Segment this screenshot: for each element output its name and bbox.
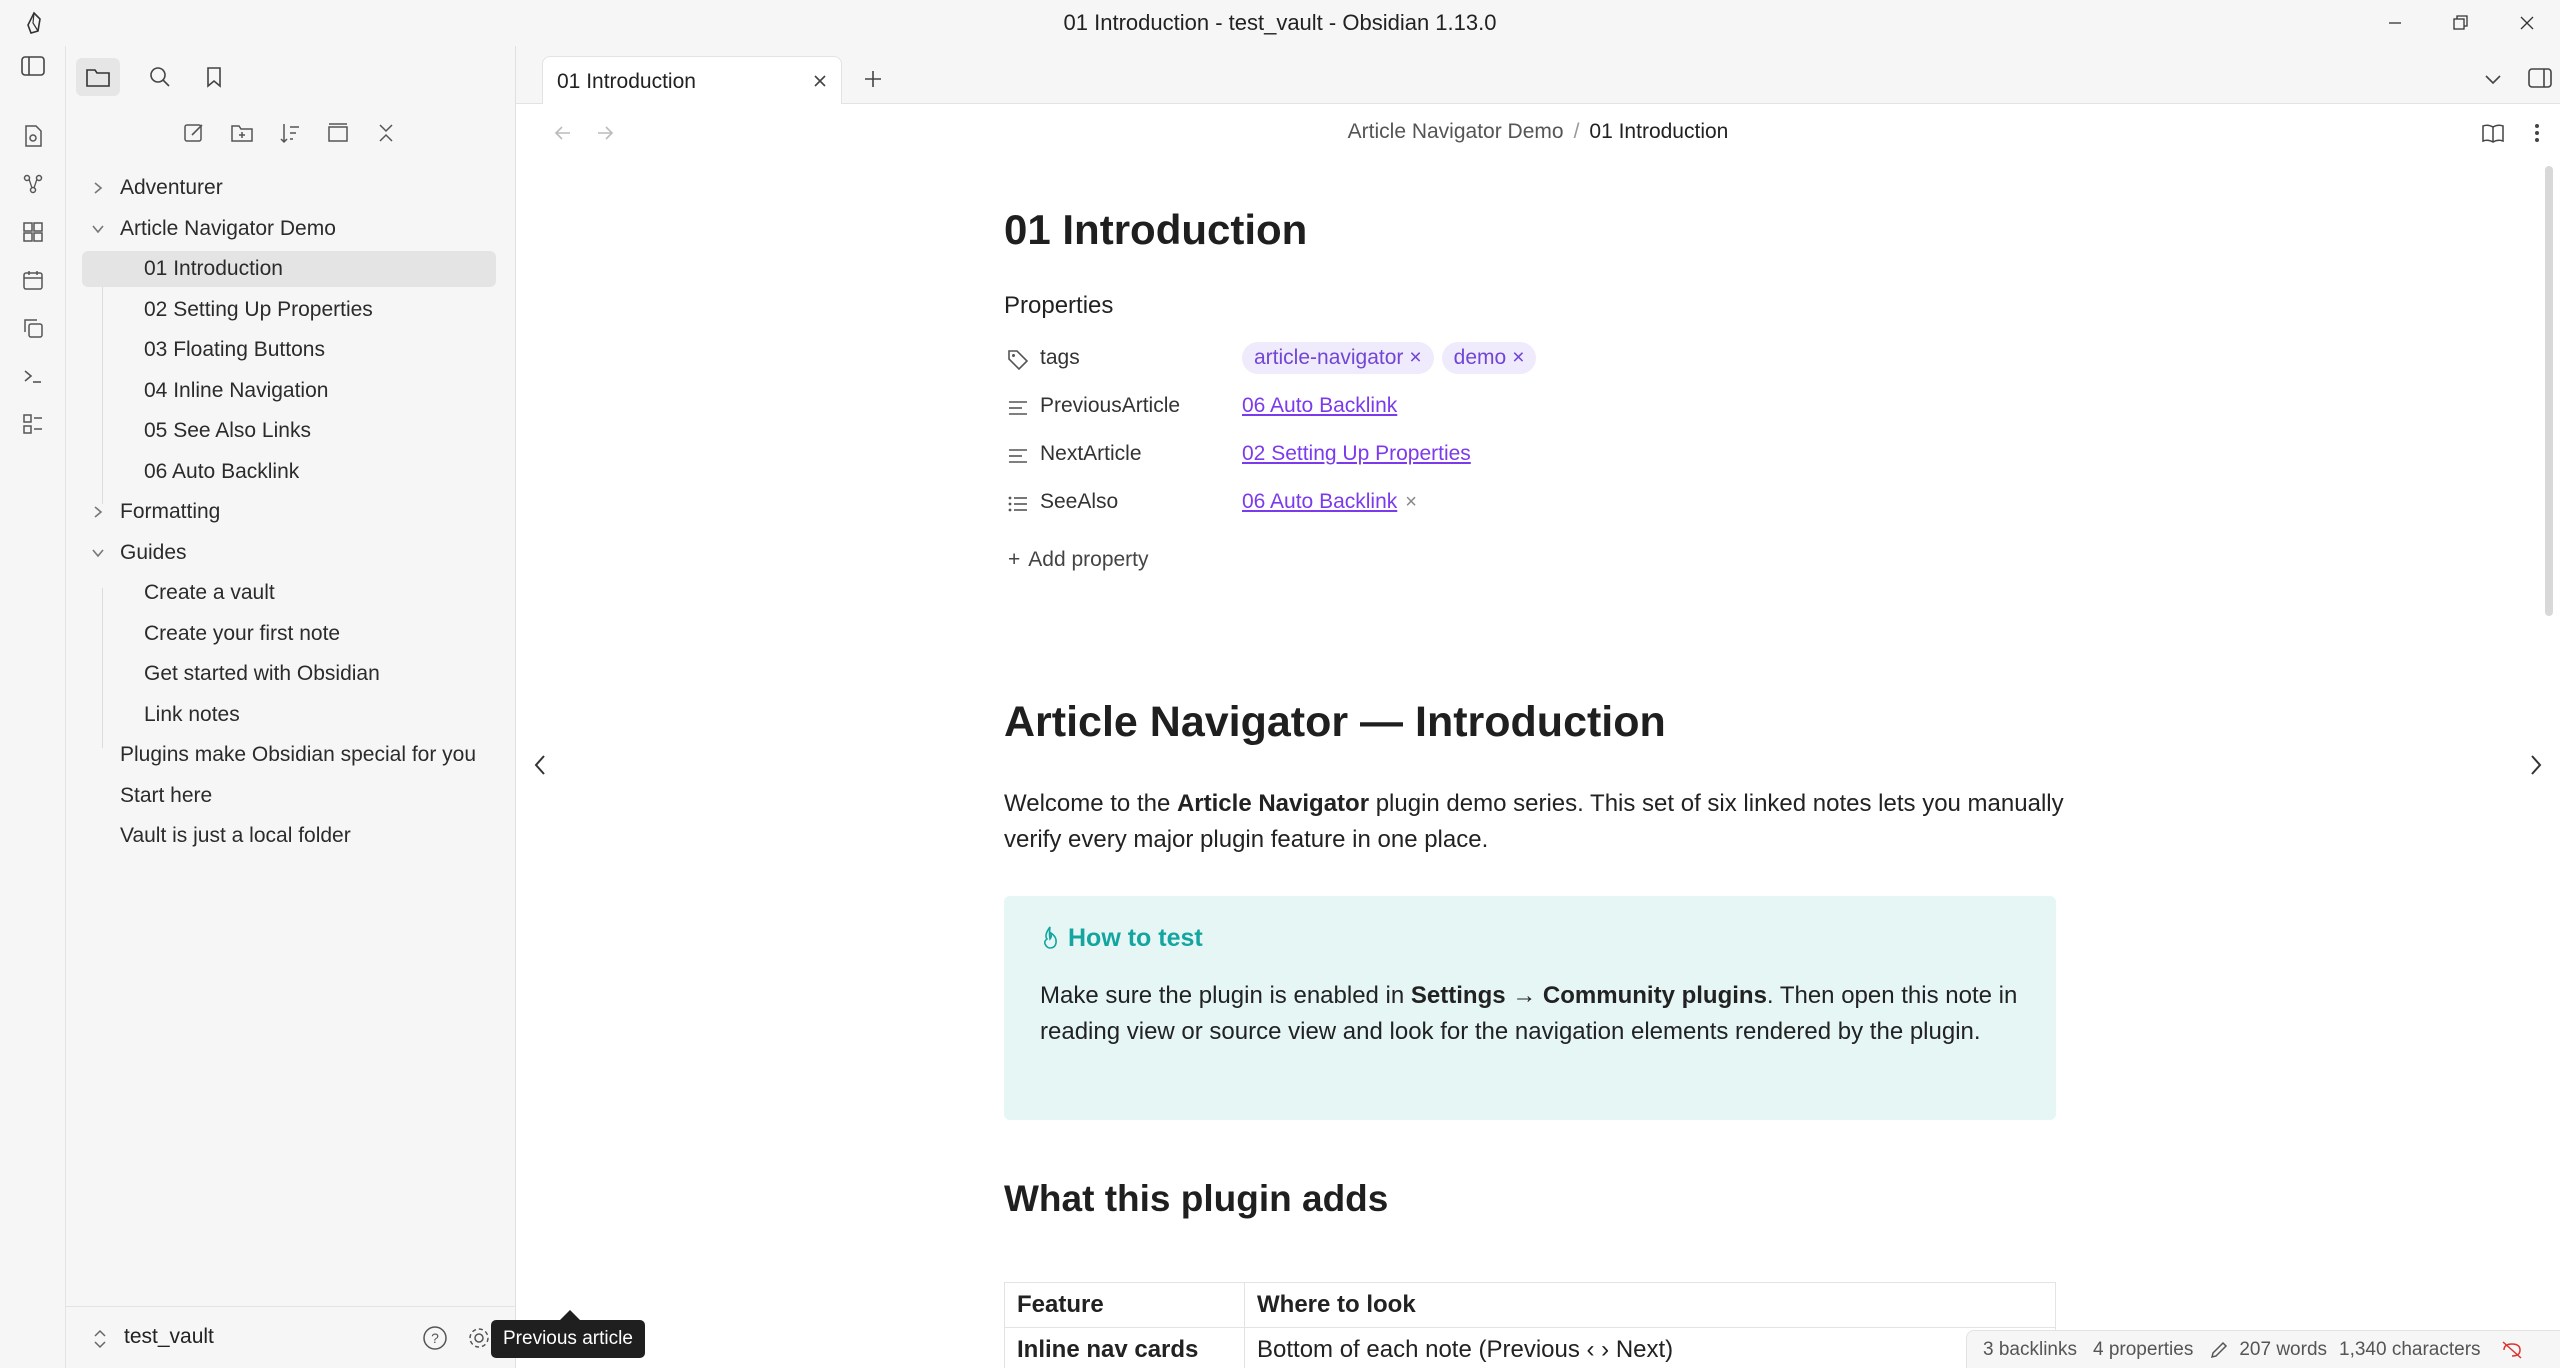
flame-icon	[1040, 925, 1060, 956]
more-options-button[interactable]	[2522, 118, 2552, 148]
tree-folder[interactable]	[82, 494, 496, 530]
text: plugin demo series. This set of six linked notes lets you manually verify every major plugin feature in one place.	[1004, 790, 2064, 853]
chevron-right-icon	[2528, 753, 2544, 777]
tree-file[interactable]	[82, 292, 496, 328]
tree-item-label: 01 Introduction	[144, 257, 283, 280]
list-grid-icon	[21, 412, 45, 436]
breadcrumb-current[interactable]: 01 Introduction	[1589, 120, 1729, 143]
table-header-row	[1005, 1283, 2056, 1328]
tree-item-label: 06 Auto Backlink	[144, 459, 300, 483]
book-open-icon	[2481, 122, 2505, 144]
tree-item-label: Start here	[120, 783, 213, 807]
tab-bar	[516, 46, 2560, 104]
note-title[interactable]: 01 Introduction	[1004, 206, 1308, 253]
svg-text:?: ?	[431, 1330, 439, 1346]
table-header-cell[interactable]: Feature	[1005, 1283, 1245, 1328]
tree-file[interactable]	[82, 737, 496, 773]
right-sidebar-toggle-button[interactable]	[2522, 60, 2558, 96]
chevron-down-icon[interactable]	[90, 545, 106, 561]
file-search-icon	[21, 124, 45, 148]
new-folder-button[interactable]	[222, 114, 262, 152]
tree-file[interactable]	[82, 697, 496, 733]
sidebar-right-icon	[2527, 65, 2553, 91]
text: . Then open this note in reading view or source view and look for the navigation elements rendered by the plugin.	[1040, 982, 2018, 1045]
canvas-button[interactable]	[13, 212, 53, 252]
tree-folder[interactable]	[82, 535, 496, 571]
graph-icon	[21, 172, 45, 196]
sync-off-icon[interactable]	[2501, 1340, 2523, 1360]
backlinks-count[interactable]: 3 backlinks	[1983, 1338, 2077, 1360]
plus-icon: +	[1008, 548, 1021, 571]
bases-button[interactable]	[13, 404, 53, 444]
see-also-link[interactable]: 06 Auto Backlink	[1242, 490, 1398, 513]
table-cell[interactable]: Bottom of each note (Previous ‹ › Next)	[1245, 1328, 2056, 1368]
minimize-button[interactable]	[2362, 0, 2428, 46]
new-folder-icon	[230, 121, 254, 145]
tree-item-label: 03 Floating Buttons	[144, 338, 325, 361]
heading-2[interactable]: What this plugin adds	[1004, 1178, 1389, 1219]
minimize-icon	[2387, 15, 2403, 31]
tree-item-label: Vault is just a local folder	[120, 824, 351, 847]
previous-article-link[interactable]: 06 Auto Backlink	[1242, 394, 1398, 417]
chevron-up-down-icon	[92, 1329, 108, 1349]
sort-icon	[278, 121, 302, 145]
layout-dashboard-icon	[21, 220, 45, 244]
property-value-see-also	[1242, 490, 1417, 514]
tree-file[interactable]	[82, 575, 496, 611]
tooltip: Previous article	[491, 1320, 645, 1358]
edit-mode-icon[interactable]	[2209, 1340, 2229, 1360]
file-explorer-sidebar	[66, 46, 516, 1368]
copy-icon	[21, 316, 45, 340]
tags-icon	[1006, 348, 1030, 372]
close-icon	[812, 73, 828, 89]
title-bar	[0, 0, 2560, 46]
remove-value-icon[interactable]: ×	[1405, 491, 1417, 513]
file-tree	[66, 170, 516, 910]
help-icon	[422, 1325, 448, 1351]
property-key[interactable]: NextArticle	[1040, 442, 1142, 465]
restore-button[interactable]	[2428, 0, 2494, 46]
chevron-down-icon	[2483, 69, 2503, 89]
daily-note-button[interactable]	[13, 260, 53, 300]
property-row-previous-article	[1004, 386, 1704, 430]
tree-item-label: Formatting	[120, 500, 221, 523]
vault-switcher[interactable]	[66, 1306, 516, 1368]
tree-folder[interactable]	[82, 211, 496, 247]
bookmark-icon	[203, 65, 225, 89]
tooltip-arrow	[560, 1310, 580, 1320]
property-row-next-article	[1004, 434, 1704, 478]
tag-label: demo	[1453, 346, 1507, 369]
tree-file[interactable]	[82, 251, 496, 287]
tree-file[interactable]	[82, 454, 496, 490]
table-cell[interactable]: Inline nav cards	[1005, 1328, 1245, 1368]
more-vertical-icon	[2533, 122, 2541, 144]
property-value-tags[interactable]	[1242, 342, 1544, 374]
list-icon	[1006, 492, 1030, 516]
tag-pill[interactable]	[1442, 342, 1537, 374]
tree-item-label: Article Navigator Demo	[120, 216, 336, 240]
callout-body	[1040, 978, 2030, 1050]
collapse-all-button[interactable]	[366, 114, 406, 152]
bold-text: Article Navigator	[1176, 790, 1370, 817]
tree-file[interactable]	[82, 818, 496, 854]
add-property-label: Add property	[1028, 548, 1149, 571]
property-key[interactable]: PreviousArticle	[1040, 394, 1181, 417]
remove-tag-icon[interactable]: ×	[1409, 346, 1422, 369]
gear-icon	[466, 1325, 492, 1351]
callout-tip[interactable]	[1004, 896, 2056, 1120]
features-table	[1004, 1282, 2056, 1368]
tree-file[interactable]	[82, 616, 496, 652]
previous-article-button[interactable]	[520, 735, 560, 795]
tree-file[interactable]	[82, 373, 496, 409]
settings-button[interactable]	[464, 1323, 494, 1353]
next-article-link[interactable]: 02 Setting Up Properties	[1242, 442, 1471, 465]
tab-close-button[interactable]	[807, 68, 833, 94]
new-note-button[interactable]	[174, 114, 214, 152]
table-row	[1005, 1328, 2056, 1368]
command-palette-button[interactable]	[13, 356, 53, 396]
character-count: 1,340 characters	[2339, 1338, 2481, 1360]
tree-file[interactable]	[82, 332, 496, 368]
breadcrumb-parent[interactable]: Article Navigator Demo	[1347, 120, 1564, 143]
templates-button[interactable]	[13, 308, 53, 348]
tree-item-label: Create your first note	[144, 621, 341, 645]
search-tab-button[interactable]	[138, 58, 182, 96]
text: Welcome to the	[1004, 790, 1177, 817]
close-icon	[2519, 15, 2535, 31]
tree-item-label: Plugins make Obsidian special for you	[120, 743, 477, 766]
chevron-left-icon	[532, 753, 548, 777]
tree-file[interactable]	[82, 656, 496, 692]
property-key[interactable]: tags	[1040, 346, 1080, 369]
reading-view-button[interactable]	[2476, 118, 2510, 148]
tree-item-label: Link notes	[144, 702, 240, 726]
tree-file[interactable]	[82, 413, 496, 449]
tag-label: article-navigator	[1254, 346, 1404, 369]
tree-item-label: 04 Inline Navigation	[144, 378, 329, 402]
heading-1[interactable]: Article Navigator — Introduction	[1004, 698, 1666, 746]
text: Make sure the plugin is enabled in	[1040, 982, 1411, 1009]
open-quick-switcher-button[interactable]	[13, 116, 53, 156]
tree-item-label: Get started with Obsidian	[144, 662, 380, 685]
property-row-tags	[1004, 338, 1704, 382]
breadcrumb	[516, 120, 2560, 144]
left-ribbon	[0, 46, 66, 1368]
close-window-button[interactable]	[2494, 0, 2560, 46]
new-note-icon	[182, 121, 206, 145]
tree-item-label: 02 Setting Up Properties	[144, 297, 373, 321]
tree-file[interactable]	[82, 778, 496, 814]
breadcrumb-separator: /	[1573, 120, 1580, 143]
note-content	[516, 162, 2546, 1368]
files-tab-button[interactable]	[76, 58, 120, 96]
terminal-icon	[21, 364, 45, 388]
intro-paragraph[interactable]	[1004, 786, 2064, 858]
bold-text: Settings → Community plugins	[1410, 982, 1767, 1009]
sort-button[interactable]	[270, 114, 310, 152]
scrollbar[interactable]	[2545, 166, 2553, 616]
remove-tag-icon[interactable]: ×	[1512, 346, 1525, 369]
chevron-down-icon[interactable]	[90, 221, 106, 237]
next-article-button[interactable]	[2516, 735, 2556, 795]
property-key[interactable]: SeeAlso	[1040, 490, 1119, 513]
properties-count[interactable]: 4 properties	[2093, 1338, 2194, 1360]
tab-01-introduction[interactable]	[542, 56, 842, 105]
word-count: 207 words	[2239, 1338, 2328, 1360]
callout-title-text: How to test	[1068, 924, 1203, 952]
tree-item-label: Guides	[120, 540, 187, 564]
folder-icon	[85, 66, 111, 88]
plus-icon	[863, 69, 883, 89]
new-tab-button[interactable]	[856, 62, 890, 96]
vault-name[interactable]: test_vault	[124, 1325, 214, 1348]
tab-label: 01 Introduction	[557, 70, 696, 93]
graph-view-button[interactable]	[13, 164, 53, 204]
table-header-cell[interactable]: Where to look	[1245, 1283, 2056, 1328]
status-bar	[1966, 1330, 2560, 1368]
auto-reveal-button[interactable]	[318, 114, 358, 152]
tree-item-label: 05 See Also Links	[144, 419, 311, 442]
add-property-button[interactable]	[1008, 548, 1149, 572]
text-icon	[1006, 444, 1030, 468]
help-button[interactable]	[420, 1323, 450, 1353]
bookmarks-tab-button[interactable]	[192, 58, 236, 96]
reveal-file-icon	[326, 121, 350, 145]
tree-item-label: Create a vault	[144, 581, 275, 604]
sidebar-toggle-icon	[20, 53, 46, 79]
chevron-right-icon[interactable]	[90, 504, 106, 520]
chevron-right-icon[interactable]	[90, 180, 106, 196]
tree-item-label: Adventurer	[120, 176, 223, 199]
text-icon	[1006, 396, 1030, 420]
view-header	[516, 104, 2560, 162]
collapse-all-icon	[374, 121, 398, 145]
property-row-see-also	[1004, 482, 1704, 526]
tree-folder[interactable]	[82, 170, 496, 206]
window-title: 01 Introduction - test_vault - Obsidian 1.13.0	[1063, 10, 1497, 35]
search-icon	[148, 65, 172, 89]
tab-list-button[interactable]	[2476, 62, 2510, 96]
sidebar-toggle-button[interactable]	[13, 46, 53, 86]
tag-pill[interactable]	[1242, 342, 1434, 374]
calendar-icon	[21, 268, 45, 292]
restore-icon	[2452, 14, 2470, 32]
callout-title	[1040, 924, 1203, 956]
properties-heading[interactable]: Properties	[1004, 292, 1114, 319]
